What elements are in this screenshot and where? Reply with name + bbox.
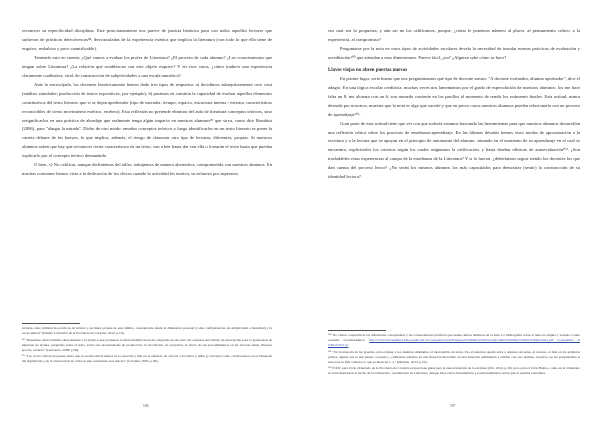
left-page-number: 106 bbox=[143, 404, 149, 408]
footnote-101: ¹⁰¹ "En la mayoría de las pruebas, para evaluar a los alumnos utilizamos el intercambio de notas. Esa evaluación quizás sirva a algunos docentes, el recurso, el más en los primeros grados, alguna vez se han puesto a pensar [...] Mientras estemos en una situación mercantil, en una situación admitiendo a cambio con otro alumno, nosotros, no les preguntamos si esta nota es más o menos lo que se merecen [...] " (Meirieu, 2013, p.22). bbox=[328, 349, 580, 364]
footnote-102: ¹⁰² El DC para Ciclo Orientado de la Provincia de Córdoba proporciona guías para la autoevaluación de la escritura (DC, 2012, p.59), pero para el Ciclo Básico, como en el Orientado se evita mencionar el hecho de la evaluación / acreditación en Literatura, aunque haya claros lineamientos y posicionamientos sobre qué es enseñar Literatura. bbox=[328, 366, 580, 376]
right-page-number: 107 bbox=[450, 404, 456, 408]
right-page bbox=[300, 0, 600, 424]
right-footnotes bbox=[328, 333, 580, 378]
left-footnotes bbox=[22, 326, 272, 366]
left-body-text bbox=[22, 27, 272, 179]
right-body-text bbox=[328, 27, 580, 182]
footnote-100-link[interactable]: http://www.jornadasfhce.fahce.unlp.edu.ar/v-jornadas/actas/Ponencias%20Mesa%20coloquio/Mesa%20taller%20de%20literatura.pdf (consultado el 5/2013/10:1 h) bbox=[328, 338, 580, 348]
left-footnote-continuation: lecturas, sino también las prácticas de lectura y escritura propias de este ámbito, considerados desde la dimensión personal (como configuradoras de subjetividad e identidad) y la sociocultural" (Diseño Curricular de la Provincia de Córdoba, 2012, p.10). bbox=[22, 326, 272, 336]
footnote-89: ⁸⁹ "Las voces críticas proponen ahora que la escuela inicia menos en la reacción y más en el esfuerzo de colocar a los niños y niñas (y jóvenes) como colaboradores en la búsqueda del significado y en la observación de cómo se han construido esos efectos" (Colomer, 2005, p.39). bbox=[22, 354, 272, 364]
right-footnote-rule bbox=[328, 330, 386, 331]
right-paragraph-2: Preguntarse por la nota en otros tipos de actividades escolares devela la necesidad de instalar nuevas prácticas de evaluación y acreditación¹⁰⁰ que atiendan a esas dimensiones. Parece fácil, ¿no? ¿Alguien sabe cómo se hace? bbox=[328, 45, 580, 60]
footnote-100 bbox=[328, 333, 580, 348]
left-footnote-rule bbox=[22, 323, 80, 324]
footnote-88: ⁸⁸ "Denomino direccionismo directamente a la práctica que promueve la mera identificación de categorías en un texto sin ocuparse del trabajo de descripción para la generación de hipótesis de lectura, preguntas sobre el texto, sobre sus circunstancias de producción, su circulación, su recepción, el efecto de sus procedimientos en los lectores desde diversas épocas, etcétera" (Gerbaudo, 2008, p.59). bbox=[22, 337, 272, 352]
right-paragraph-3: En primer lugar, sería bueno que nos preguntáramos qué tipo de docente somos: "A docente evaluador, alumno aprobador", dice el adagio. En una lógica escolar crediticia, muchas veces nos lamentamos por el grado de especulación de nuestros alumnos: los me hace falta un 8, me alcanza con un 6, son moneda corriente en los pasillos al momento de rendir los exámenes finales. Esta actitud, nunca deseada por nosotros, muestra que la nota es algo que sucede y que en pocos casos nuestros alumnos pueden relacionarla con un proceso de aprendizaje¹⁰¹. bbox=[328, 75, 580, 117]
left-paragraph-1: reconocer su especificidad disciplinar. Este posicionamiento nos parece de justicia histórica para con todos aquellos lectores que sufrieron de prácticas detectivescas⁸⁸, desvinculadas de la experiencia estética que implica la literatura (con todo lo que ella tiene de esquivo, resbaloso y poco cuantificable). bbox=[22, 28, 272, 51]
left-paragraph-3: Ante la encrucijada, los docentes históricamente hemos dado tres tipos de respuesta: a) decidimos subrepticiamente cero cosa (análisis simulador, producción de textos expositivos, por ejemplo); b) pusimos en cuestión la capacidad de evaluar aquellos elementos constitutivos del texto literario que si se dejan aprehender (tipo de narrador, tiempo, espacio, estructura interna / externa, características reconocibles de cierto movimiento estético, etcétera). Esta reflexión no pretende eliminar del aula de literatura conceptos teóricos, sino resignificarlos en una práctica de abordaje que realmente tenga algún impacto en nuestros alumnos⁸⁹ que sirva, como dice Bombini (2006), para "alargar la mirada". Dicho de otro modo: enseñar conceptos teóricos y luego identificarlos en un texto literario es poner la carreta delante de los bueyes, lo que implica, además, el riesgo de clausurar otro tipo de lecturas, diferentes, propias. Si nuestros alumnos saben que hay que reconocer cierta característica en un texto, van a leer hasta dar con ella o forzarán el texto hasta que puedan explicarlo por el concepto teórico demandado. bbox=[22, 81, 272, 159]
footnote-100-text: ¹⁰⁰ No vamos a especificar las diferencias conceptuales y las consecuencias prácticas que tienen ambos términos en el aula. La bibliografía sobre el tema es amplia y variada. Como consulta recomendamos: bbox=[328, 333, 580, 343]
right-paragraph-1: sea cual sea la propuesta, y aún así no los calificamos, porque, ¿cómo le ponemos número al placer, al pensamiento crítico, a la experiencia, al compromiso? bbox=[328, 28, 580, 42]
right-paragraph-4: Gran parte de esta actitud tiene que ver con que todavía estamos buscando las herramientas para que nuestros alumnos desarrollen una reflexión crítica sobre los procesos de enseñanza-aprendizaje. En las últimas décadas hemos visto modos de aproximación a la escritura y a la lectura que se apoyan en el principio de autonomía del alumno: situando en el momento de su aprendizaje en el cual se encuentra, explicitarles los criterios según los cuales asignamos la calificación, y hasta diseñar rúbricas de autoevaluación¹⁰². ¿Son trasladables estas experiencias al campo de la enseñanza de la Literatura? Y si lo fueron, ¿deberíamos seguir siendo los docentes los que dan cuenta del proceso lector? ¿No serán los mismos alumnos los más capacitados para demostrar (sentir) la construcción de su identidad lectora? bbox=[328, 120, 580, 180]
left-paragraph-2: Teniendo esto en cuenta: ¿Qué vamos a evaluar los profes de Literatura? ¿El proceso de cada alumno? ¿Los conocimientos que tengan sobre Literatura? ¿La relación que establezcan con este objeto esquivo? Y en esos casos, ¿cómo traducir una experiencia claramente cualitativa, vital, de construcción de subjetividades a una escala numérica? bbox=[22, 54, 272, 78]
left-paragraph-4: O bien, c) No calificar, aunque disfrutemos del taller, trabajemos de manera alternativa, comprometida con nuestros alumnos. En muchas ocasiones hemos visto a la dedicación de los chicos cuando la actividad les motiva, su esfuerzo por superarse, bbox=[22, 162, 272, 177]
section-heading: Llaves viejas no abren puertas nuevas bbox=[328, 67, 408, 73]
